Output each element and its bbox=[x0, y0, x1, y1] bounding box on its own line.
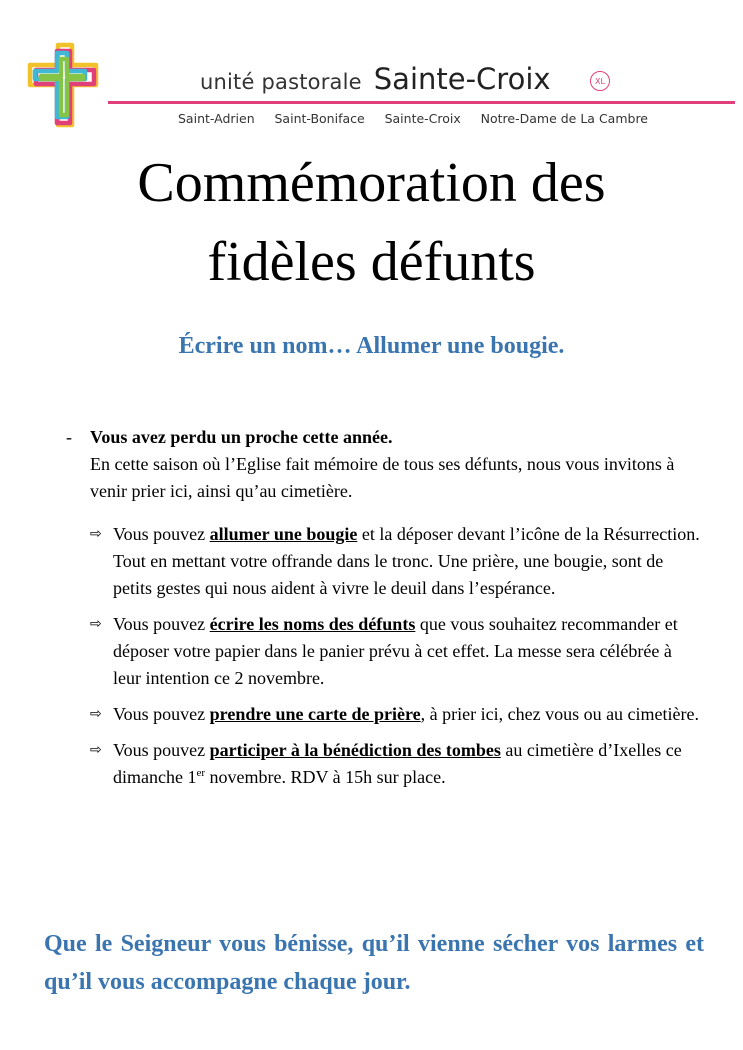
item-text: et la déposer devant l’icône de la Résurrection. Tout en mettant votre offrande dans le tronc. Une prière, une bougie, sont de petits gestes qui nous aident à vivre le deuil dans l’espérance. bbox=[113, 524, 700, 598]
item-prefix: Vous pouvez bbox=[113, 614, 210, 634]
item-prefix: Vous pouvez bbox=[113, 704, 210, 724]
brand-prefix: unité pastorale bbox=[200, 70, 362, 94]
arrow-right-icon: ⇨ bbox=[90, 742, 102, 758]
page-title-line-2: fidèles défunts bbox=[207, 231, 536, 293]
brand-title bbox=[200, 62, 551, 98]
cross-logo-icon bbox=[22, 39, 106, 131]
brand-name: Sainte-Croix bbox=[373, 62, 551, 96]
item-highlight: allumer une bougie bbox=[209, 524, 358, 544]
list-item bbox=[90, 611, 700, 692]
arrow-right-icon: ⇨ bbox=[90, 706, 102, 722]
subtitle: Écrire un nom… Allumer une bougie. bbox=[178, 333, 565, 359]
closing-blessing: Que le Seigneur vous bénisse, qu’il vienne sécher vos larmes et qu’il vous accompagne chaque jour. bbox=[44, 931, 704, 995]
page-title-line-1: Commémoration des bbox=[137, 152, 606, 214]
xl-badge: XL bbox=[590, 71, 610, 91]
list-item bbox=[90, 737, 700, 791]
item-highlight: prendre une carte de prière bbox=[209, 704, 421, 724]
intro-paragraph bbox=[66, 424, 706, 505]
item-text: que vous souhaitez recommander et déposer votre papier dans le panier prévu à cet effet. La messe sera célébrée à leur intention ce 2 novembre. bbox=[113, 614, 678, 688]
item-text: au cimetière d’Ixelles ce dimanche 1 bbox=[113, 740, 682, 787]
parish-name: Sainte-Croix bbox=[384, 111, 461, 126]
item-text: novembre. RDV à 15h sur place. bbox=[205, 767, 446, 787]
bullet-dash: - bbox=[66, 427, 72, 447]
arrow-right-icon: ⇨ bbox=[90, 616, 102, 632]
parish-name: Saint-Adrien bbox=[178, 111, 255, 126]
header-divider bbox=[108, 101, 735, 104]
intro-lead: Vous avez perdu un proche cette année. bbox=[90, 427, 393, 447]
intro-text: En cette saison où l’Eglise fait mémoire de tous ses défunts, nous vous invitons à venir prier ici, ainsi qu’au cimetière. bbox=[90, 454, 675, 501]
item-prefix: Vous pouvez bbox=[113, 740, 210, 760]
arrow-right-icon: ⇨ bbox=[90, 526, 102, 542]
item-highlight: écrire les noms des défunts bbox=[209, 614, 416, 634]
list-item bbox=[90, 521, 700, 602]
item-superscript: er bbox=[196, 767, 206, 779]
list-item bbox=[90, 701, 700, 728]
parish-list bbox=[178, 111, 648, 126]
item-highlight: participer à la bénédiction des tombes bbox=[209, 740, 501, 760]
action-list bbox=[90, 521, 700, 800]
parish-name: Saint-Boniface bbox=[274, 111, 365, 126]
item-text: , à prier ici, chez vous ou au cimetière. bbox=[420, 704, 700, 724]
item-prefix: Vous pouvez bbox=[113, 524, 210, 544]
parish-name: Notre-Dame de La Cambre bbox=[480, 111, 648, 126]
